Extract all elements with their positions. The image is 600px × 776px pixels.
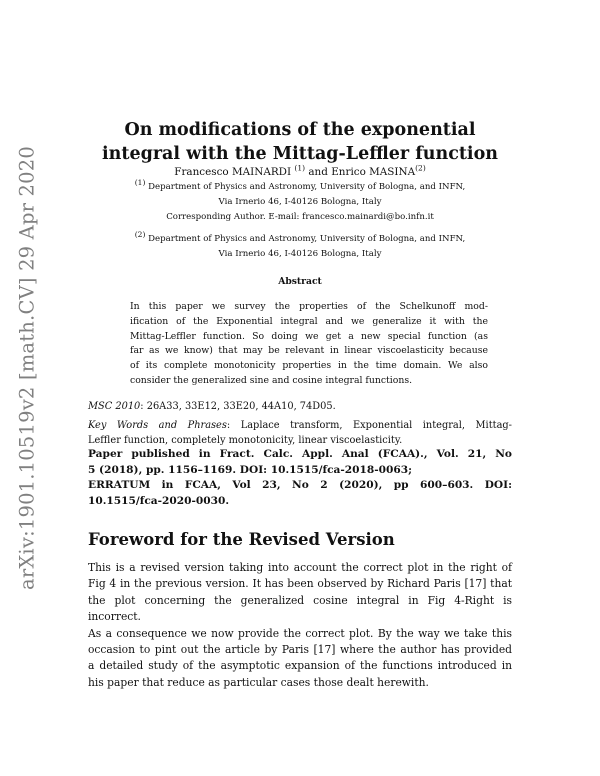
foreword-line: As a consequence we now provide the correct plot. By the way we take this	[88, 626, 512, 640]
keywords-label: Key Words and Phrases	[88, 420, 227, 431]
author-list	[88, 165, 512, 179]
abstract-line: ification of the Exponential integral and we generalize it with the	[130, 315, 488, 327]
author-name: Enrico MASINA	[331, 166, 416, 178]
foreword-body	[88, 560, 512, 691]
keywords	[88, 419, 512, 448]
foreword-line: a detailed study of the asymptotic expansion of the functions introduced in	[88, 659, 512, 673]
abstract-heading: Abstract	[278, 276, 322, 287]
foreword-line: occasion to pint out the article by Paris [17] where the author has provided	[88, 643, 512, 657]
keywords-line: Leffler function, completely monotonicity, linear viscoelasticity.	[88, 434, 403, 446]
foreword-line: Fig 4 in the previous version. It has been observed by Richard Paris [17] that	[88, 577, 512, 591]
publication-line: 5 (2018), pp. 1156–1169. DOI: 10.1515/fca-2018-0063;	[88, 463, 413, 476]
arxiv-identifier: arXiv:1901.10519v2 [math.CV] 29 Apr 2020	[15, 146, 39, 590]
abstract-line: In this paper we survey the properties of the Schelkunoff mod-	[130, 301, 488, 312]
author-superscript: (1)	[294, 163, 306, 173]
abstract-line: consider the generalized sine and cosine integral functions.	[130, 374, 413, 386]
paper-title	[88, 118, 512, 166]
affiliation-1	[88, 180, 512, 225]
author-superscript: (2)	[415, 163, 426, 173]
affiliation-marker: (1)	[134, 178, 146, 188]
abstract-body	[112, 300, 488, 389]
publication-line: 10.1515/fca-2020-0030.	[88, 494, 230, 507]
foreword-line: This is a revised version taking into account the correct plot in the right of	[88, 561, 512, 574]
title-line: On modifications of the exponential	[124, 120, 476, 140]
msc-codes: : 26A33, 33E12, 33E20, 44A10, 74D05.	[140, 401, 336, 412]
publication-note	[88, 447, 512, 509]
affiliation-line: Via Irnerio 46, I-40126 Bologna, Italy	[218, 197, 382, 207]
abstract-line: of its complete monotonicity properties in the time domain. We also	[130, 360, 488, 372]
msc-classification	[88, 400, 336, 414]
affiliation-marker: (2)	[134, 230, 146, 240]
affiliation-2	[88, 232, 512, 262]
corresponding-author-line: Corresponding Author. E-mail: francesco.mainardi@bo.infn.it	[166, 212, 434, 222]
affiliation-line: Department of Physics and Astronomy, University of Bologna, and INFN,	[148, 234, 466, 244]
author-name: Francesco MAINARDI	[174, 166, 292, 178]
section-heading: Foreword for the Revised Version	[88, 530, 395, 549]
foreword-line: the plot concerning the generalized cosine integral in Fig 4-Right is incorrect.	[88, 593, 512, 624]
abstract-line: Mittag-Leffler function. So doing we get a new special function (as	[130, 330, 488, 342]
arxiv-sidebar-stamp	[12, 146, 42, 590]
msc-label: MSC 2010	[88, 401, 141, 412]
author-conjunction: and	[308, 166, 328, 178]
abstract-line: far as we know) that may be relevant in linear viscoelasticity because	[130, 345, 488, 357]
keywords-line: : Laplace transform, Exponential integral, Mittag-	[226, 420, 512, 431]
affiliation-line: Via Irnerio 46, I-40126 Bologna, Italy	[218, 249, 382, 259]
foreword-line: his paper that reduce as particular cases those dealt herewith.	[88, 675, 429, 689]
publication-line: ERRATUM in FCAA, Vol 23, No 2 (2020), pp 600–603. DOI:	[88, 479, 512, 491]
publication-line: Paper published in Fract. Calc. Appl. Anal (FCAA)., Vol. 21, No	[88, 448, 512, 460]
title-line: integral with the Mittag-Leffler function	[102, 144, 498, 164]
affiliation-line: Department of Physics and Astronomy, University of Bologna, and INFN,	[148, 182, 466, 192]
